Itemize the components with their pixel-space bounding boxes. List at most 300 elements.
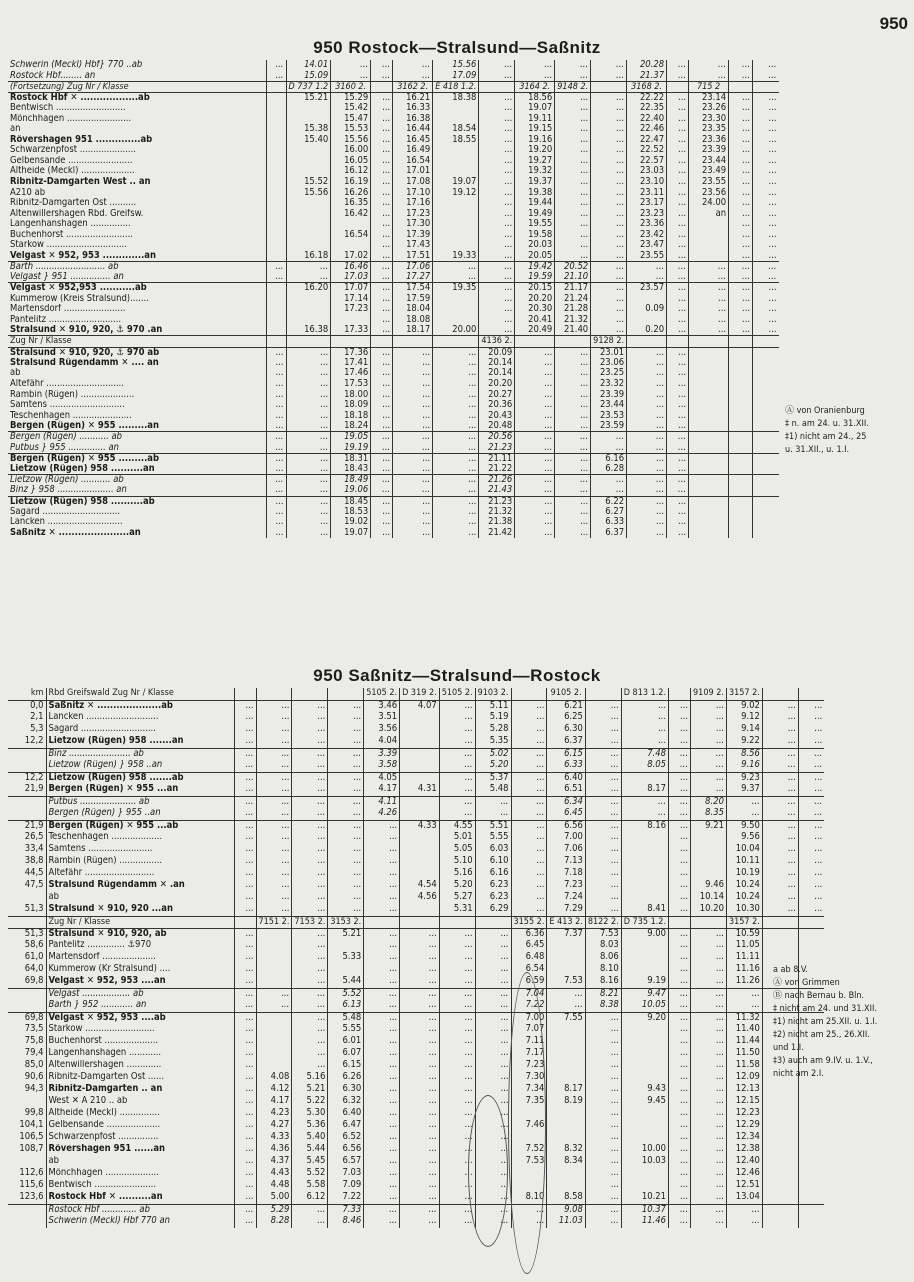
time-cell: 7.06 [547, 844, 585, 856]
time-cell: 21.37 [627, 71, 667, 82]
time-cell: ... [762, 832, 798, 844]
time-cell [753, 390, 779, 401]
time-cell: 6.10 [475, 856, 511, 868]
time-cell [762, 1192, 798, 1204]
time-cell [621, 772, 668, 784]
time-cell: ... [364, 1084, 400, 1096]
time-cell: 18.56 [515, 92, 555, 103]
time-cell: 0.20 [627, 325, 667, 336]
time-cell [621, 1168, 668, 1180]
time-cell: ... [475, 1132, 511, 1144]
time-cell: ... [667, 103, 689, 114]
time-cell: ... [591, 294, 627, 305]
time-cell: ... [234, 1060, 256, 1072]
time-cell: ... [234, 1144, 256, 1156]
time-cell: ... [439, 796, 475, 808]
time-cell: ... [479, 177, 515, 188]
time-cell: ... [234, 1132, 256, 1144]
time-cell: 7.53 [511, 1156, 547, 1168]
time-cell: ... [691, 1024, 727, 1036]
km-cell: 21,9 [24, 784, 44, 794]
time-cell: 9.22 [726, 736, 762, 748]
time-cell: ... [479, 240, 515, 251]
time-cell: ... [667, 294, 689, 305]
time-cell [798, 1120, 824, 1132]
station-cell: Velgast ✕ 952, 953 .............an [10, 250, 156, 261]
time-cell [266, 336, 286, 347]
time-cell: 9.16 [726, 760, 762, 772]
time-cell: ... [266, 517, 286, 528]
time-cell [689, 517, 729, 528]
time-cell: ... [753, 114, 779, 125]
km-cell: 21,9 [8, 820, 46, 832]
timetable-row [8, 114, 779, 125]
time-cell: 21.23 [479, 443, 515, 454]
time-cell: ... [439, 988, 475, 1000]
km-cell: 64,0 [24, 964, 44, 974]
time-cell: ... [364, 844, 400, 856]
time-cell: 17.41 [331, 358, 371, 369]
time-cell: ... [627, 347, 667, 358]
time-cell: ... [729, 92, 753, 103]
time-cell: ... [753, 135, 779, 146]
time-cell: 16.44 [393, 124, 433, 135]
time-cell: ... [591, 166, 627, 177]
time-cell: ... [328, 880, 364, 892]
time-cell: 8.06 [585, 952, 621, 964]
time-cell: ... [400, 1144, 440, 1156]
time-cell: 15.56 [433, 60, 479, 71]
timetable-row [8, 336, 779, 347]
time-cell: 9109 2. [691, 688, 727, 700]
time-cell [621, 1072, 668, 1084]
time-cell [762, 1084, 798, 1096]
time-cell: 19.44 [515, 198, 555, 209]
time-cell: ... [331, 71, 371, 82]
timetable-row [8, 892, 824, 904]
time-cell [798, 1216, 824, 1228]
time-cell: 9148 2. [555, 81, 591, 92]
time-cell: ... [555, 400, 591, 411]
time-cell: ... [667, 347, 689, 358]
time-cell: ... [256, 844, 292, 856]
time-cell: ... [439, 700, 475, 712]
time-cell: ... [691, 1036, 727, 1048]
time-cell: ... [669, 1012, 691, 1024]
station-cell: Barth .......................... ab [8, 262, 266, 273]
timetable-row [8, 432, 779, 443]
time-cell: ... [689, 60, 729, 71]
time-cell: ... [266, 379, 286, 390]
time-cell: ... [555, 251, 591, 262]
time-cell: ... [371, 188, 393, 199]
time-cell [547, 1072, 585, 1084]
time-cell: 21.38 [479, 517, 515, 528]
time-cell [479, 81, 515, 92]
time-cell [331, 315, 371, 326]
time-cell: ... [266, 400, 286, 411]
time-cell: 20.27 [479, 390, 515, 401]
time-cell: 8.16 [621, 820, 668, 832]
time-cell: 12.29 [726, 1120, 762, 1132]
time-cell: ... [266, 347, 286, 358]
time-cell: 7.33 [328, 1204, 364, 1216]
time-cell: 19.35 [433, 283, 479, 294]
time-cell: ... [669, 880, 691, 892]
timetable-row [8, 868, 824, 880]
station-cell: Bergen (Rügen) ✕ 955 ...ab [46, 820, 234, 832]
footnotes-sassnitz-rostock [773, 964, 877, 1081]
time-cell: ... [439, 1108, 475, 1120]
time-cell: ... [667, 507, 689, 518]
time-cell: 19.06 [331, 485, 371, 496]
timetable-row [8, 1048, 824, 1060]
time-cell: ... [393, 453, 433, 464]
time-cell [621, 1132, 668, 1144]
time-cell [371, 336, 393, 347]
time-cell: ... [256, 880, 292, 892]
time-cell: ... [234, 976, 256, 988]
time-cell: ... [286, 443, 331, 454]
time-cell: ... [669, 1048, 691, 1060]
time-cell: ... [439, 1180, 475, 1192]
time-cell: ... [400, 1000, 440, 1012]
time-cell: 23.56 [689, 188, 729, 199]
time-cell: 6.16 [475, 868, 511, 880]
time-cell: 6.01 [328, 1036, 364, 1048]
time-cell [689, 336, 729, 347]
time-cell: ... [256, 892, 292, 904]
time-cell: 6.25 [547, 712, 585, 724]
time-cell: ... [433, 347, 479, 358]
time-cell [547, 964, 585, 976]
footnote: Ⓐ von Oranienburg [785, 406, 865, 416]
time-cell: 18.55 [433, 135, 479, 146]
station-cell: Velgast .................. ab [46, 988, 234, 1000]
time-cell: 6.56 [547, 820, 585, 832]
time-cell: 23.57 [627, 283, 667, 294]
time-cell [753, 347, 779, 358]
km-cell [8, 760, 46, 772]
time-cell: ... [753, 251, 779, 262]
time-cell: 19.37 [515, 177, 555, 188]
time-cell: ... [515, 507, 555, 518]
time-cell: ... [364, 1036, 400, 1048]
time-cell: ... [479, 294, 515, 305]
time-cell [798, 940, 824, 952]
time-cell: 6.47 [328, 1120, 364, 1132]
timetable-row [8, 1060, 824, 1072]
time-cell: ... [511, 892, 547, 904]
time-cell: 5105 2. [439, 688, 475, 700]
km-cell: 73,5 [24, 1024, 44, 1034]
time-cell: ... [667, 400, 689, 411]
time-cell: ... [515, 421, 555, 432]
time-cell: ... [439, 1204, 475, 1216]
time-cell: 5.16 [439, 868, 475, 880]
time-cell: ... [234, 808, 256, 820]
time-cell: 5.52 [328, 988, 364, 1000]
station-cell: Schwerin (Meckl) Hbf 770 an [46, 1216, 234, 1228]
time-cell: ... [286, 262, 331, 273]
time-cell: ... [691, 1168, 727, 1180]
time-cell: 9.23 [726, 772, 762, 784]
time-cell: ... [689, 283, 729, 294]
time-cell: 20.15 [515, 283, 555, 294]
time-cell: 4.31 [400, 784, 440, 796]
time-cell: 7.17 [511, 1048, 547, 1060]
time-cell [729, 464, 753, 475]
time-cell: ... [371, 71, 393, 82]
time-cell [798, 1084, 824, 1096]
time-cell [400, 760, 440, 772]
time-cell: 16.00 [331, 145, 371, 156]
time-cell: ... [585, 1216, 621, 1228]
time-cell: 20.30 [515, 304, 555, 315]
time-cell: 12.09 [726, 1072, 762, 1084]
time-cell: ... [691, 1192, 727, 1204]
time-cell: ... [691, 928, 727, 940]
time-cell: ... [371, 464, 393, 475]
time-cell: ... [691, 772, 727, 784]
time-cell: ... [371, 114, 393, 125]
time-cell: ... [286, 368, 331, 379]
time-cell: 6.48 [511, 952, 547, 964]
time-cell: ... [669, 772, 691, 784]
time-cell: ... [371, 528, 393, 539]
time-cell: 23.06 [591, 358, 627, 369]
time-cell: ... [669, 796, 691, 808]
time-cell [286, 230, 331, 241]
time-cell: ... [555, 368, 591, 379]
time-cell: 7.55 [547, 1012, 585, 1024]
time-cell: ... [433, 464, 479, 475]
time-cell: ... [475, 1024, 511, 1036]
time-cell [286, 114, 331, 125]
time-cell: ... [328, 820, 364, 832]
timetable-row [8, 92, 779, 103]
time-cell: ... [234, 964, 256, 976]
time-cell [621, 892, 668, 904]
time-cell: ... [286, 390, 331, 401]
time-cell [689, 240, 729, 251]
time-cell: ... [667, 135, 689, 146]
time-cell [621, 880, 668, 892]
time-cell: 7.18 [547, 868, 585, 880]
time-cell [585, 688, 621, 700]
time-cell: ... [266, 496, 286, 507]
time-cell: ... [256, 712, 292, 724]
time-cell: ... [479, 251, 515, 262]
time-cell: ... [433, 379, 479, 390]
time-cell: ... [393, 368, 433, 379]
time-cell: 11.26 [726, 976, 762, 988]
timetable-row [8, 940, 824, 952]
time-cell: 4.12 [256, 1084, 292, 1096]
time-cell: 6.36 [511, 928, 547, 940]
time-cell [331, 240, 371, 251]
station-cell: Lietzow (Rügen) ........... ab [8, 475, 266, 486]
time-cell: 9.50 [726, 820, 762, 832]
time-cell: ... [433, 368, 479, 379]
time-cell: 5105 2. [364, 688, 400, 700]
time-cell: ... [669, 736, 691, 748]
time-cell: 7.52 [511, 1144, 547, 1156]
footnote: nicht am 2.I. [773, 1069, 824, 1079]
time-cell: 5.55 [475, 832, 511, 844]
time-cell: ... [400, 1108, 440, 1120]
time-cell: ... [364, 1216, 400, 1228]
time-cell: 15.56 [331, 135, 371, 146]
time-cell: ... [328, 868, 364, 880]
time-cell [286, 240, 331, 251]
timetable-row [8, 464, 779, 475]
time-cell [753, 485, 779, 496]
time-cell: ... [479, 103, 515, 114]
time-cell [400, 856, 440, 868]
time-cell: ... [627, 485, 667, 496]
km-cell: 108,7 [19, 1144, 44, 1154]
time-cell: 10.21 [621, 1192, 668, 1204]
time-cell: ... [515, 528, 555, 539]
time-cell: ... [798, 892, 824, 904]
station-cell: Stralsund ✕ 910, 920, ⚓ 970 ab [8, 347, 266, 358]
time-cell: ... [364, 1204, 400, 1216]
time-cell: ... [479, 230, 515, 241]
time-cell: 5.22 [292, 1096, 328, 1108]
time-cell: ... [691, 976, 727, 988]
time-cell: 19.16 [515, 135, 555, 146]
time-cell: ... [591, 262, 627, 273]
time-cell: 6.37 [547, 736, 585, 748]
station-cell: Putbus ..................... ab [46, 796, 234, 808]
time-cell: ... [433, 390, 479, 401]
time-cell: ... [726, 808, 762, 820]
time-cell: E 418 1.2. [433, 81, 479, 92]
km-cell [8, 916, 46, 928]
time-cell: ... [292, 832, 328, 844]
time-cell: ... [585, 1120, 621, 1132]
time-cell: ... [266, 390, 286, 401]
station-cell: Samtens ............................ [10, 400, 125, 411]
time-cell [753, 443, 779, 454]
time-cell: ... [400, 1060, 440, 1072]
time-cell: 3.56 [364, 724, 400, 736]
time-cell: 7.34 [511, 1084, 547, 1096]
time-cell: ... [433, 432, 479, 443]
time-cell: 16.19 [331, 177, 371, 188]
time-cell: ... [393, 347, 433, 358]
time-cell: ... [691, 1120, 727, 1132]
timetable-row [8, 283, 779, 294]
time-cell: 7151 2. [256, 916, 292, 928]
time-cell: 8.21 [585, 988, 621, 1000]
time-cell: ... [585, 880, 621, 892]
time-cell: ... [266, 432, 286, 443]
time-cell [621, 1180, 668, 1192]
time-cell: ... [364, 1048, 400, 1060]
time-cell: ... [753, 315, 779, 326]
time-cell: ... [753, 230, 779, 241]
time-cell: ... [256, 772, 292, 784]
time-cell: 6.22 [591, 496, 627, 507]
time-cell [667, 81, 689, 92]
time-cell: 11.16 [726, 964, 762, 976]
station-cell: Schwarzenpfost ............... [46, 1132, 234, 1144]
time-cell: 23.30 [689, 114, 729, 125]
time-cell: ... [328, 904, 364, 916]
time-cell: ... [364, 868, 400, 880]
km-cell: 61,0 [24, 952, 44, 962]
time-cell [475, 916, 511, 928]
time-cell: ... [729, 272, 753, 283]
time-cell: ... [479, 92, 515, 103]
time-cell: 17.54 [393, 283, 433, 294]
timetable-row [8, 124, 779, 135]
time-cell: ... [292, 1036, 328, 1048]
time-cell: ... [667, 485, 689, 496]
station-cell: Altenwillershagen ............. [46, 1060, 234, 1072]
time-cell: ... [286, 272, 331, 283]
time-cell: ... [667, 379, 689, 390]
timetable-row [8, 198, 779, 209]
station-cell: Binz ....................... ab [46, 748, 234, 760]
time-cell: ... [691, 1180, 727, 1192]
time-cell [798, 1156, 824, 1168]
time-cell: ... [515, 390, 555, 401]
time-cell: ... [400, 1192, 440, 1204]
time-cell: ... [798, 736, 824, 748]
time-cell [729, 453, 753, 464]
time-cell: ... [753, 294, 779, 305]
timetable-row [8, 880, 824, 892]
time-cell: 10.05 [621, 1000, 668, 1012]
time-cell: ... [234, 1156, 256, 1168]
km-cell [8, 892, 46, 904]
footnote: Ⓑ nach Bernau b. Bln. [773, 991, 865, 1001]
time-cell [798, 1192, 824, 1204]
time-cell [433, 103, 479, 114]
time-cell: 8.17 [547, 1084, 585, 1096]
time-cell [266, 156, 286, 167]
time-cell [621, 1108, 668, 1120]
time-cell: 9.47 [621, 988, 668, 1000]
time-cell: ... [753, 272, 779, 283]
km-cell: 99,8 [24, 1108, 44, 1118]
time-cell: ... [762, 868, 798, 880]
time-cell: 6.15 [328, 1060, 364, 1072]
time-cell: 23.44 [591, 400, 627, 411]
time-cell: 16.33 [393, 103, 433, 114]
time-cell: 4.36 [256, 1144, 292, 1156]
time-cell: ... [585, 844, 621, 856]
time-cell: ... [286, 400, 331, 411]
time-cell: ... [555, 507, 591, 518]
time-cell [729, 411, 753, 422]
time-cell [621, 844, 668, 856]
time-cell: ... [400, 1084, 440, 1096]
time-cell: ... [475, 928, 511, 940]
km-cell [8, 748, 46, 760]
time-cell [689, 219, 729, 230]
time-cell: ... [328, 784, 364, 796]
station-cell: (Fortsetzung) Zug Nr / Klasse [8, 81, 266, 92]
time-cell: 11.50 [726, 1048, 762, 1060]
timetable-row [8, 145, 779, 156]
timetable-sassnitz-rostock [8, 688, 824, 1228]
time-cell: ... [371, 177, 393, 188]
time-cell: 5.21 [328, 928, 364, 940]
